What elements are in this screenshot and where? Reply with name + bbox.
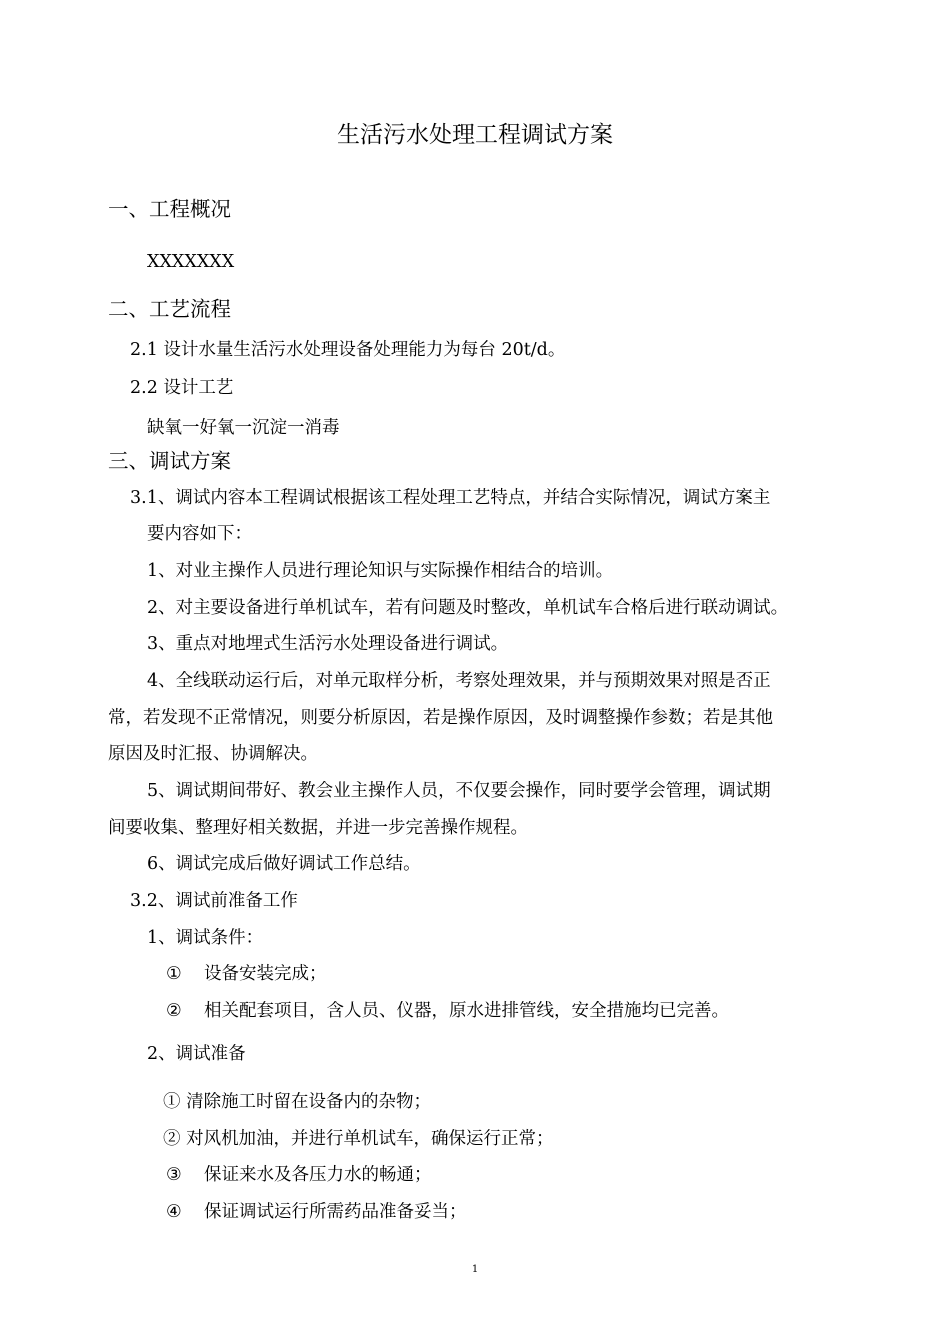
circled-number-2: ② [166, 1001, 182, 1021]
section-3-item-5-line-2: 间要收集、整理好相关数据，并进一步完善操作规程。 [108, 818, 528, 838]
section-3-item-6: 6、调试完成后做好调试工作总结。 [147, 854, 421, 874]
section-3-intro-line-2: 要内容如下： [147, 524, 252, 544]
condition-item-2-text: 相关配套项目，含人员、仪器，原水进排管线，安全措施均已完善。 [204, 1001, 729, 1021]
section-2-paragraph-3: 缺氧一好氧一沉淀一消毒 [147, 418, 340, 438]
section-3-item-4-line-1: 4、全线联动运行后，对单元取样分析，考察处理效果，并与预期效果对照是否正 [147, 671, 771, 691]
preparation-item-3-text: 保证来水及各压力水的畅通； [204, 1165, 432, 1185]
section-2-heading: 二、工艺流程 [108, 297, 231, 321]
section-2-paragraph-1: 2.1 设计水量生活污水处理设备处理能力为每台 20t/d。 [130, 340, 566, 360]
document-title: 生活污水处理工程调试方案 [337, 122, 613, 148]
preparation-item-4 [166, 1200, 467, 1224]
section-3-item-4-line-3: 原因及时汇报、协调解决。 [108, 744, 318, 764]
section-3-intro-line-1: 3.1、调试内容本工程调试根据该工程处理工艺特点，并结合实际情况，调试方案主 [130, 488, 771, 508]
preparation-heading: 2、调试准备 [147, 1044, 246, 1064]
section-3-item-4-line-2: 常，若发现不正常情况，则要分析原因，若是操作原因，及时调整操作参数；若是其他 [108, 708, 773, 728]
section-1-body: XXXXXXX [147, 252, 235, 272]
section-2-paragraph-2: 2.2 设计工艺 [130, 378, 234, 398]
preparation-item-2: ② 对风机加油，并进行单机试车，确保运行正常； [163, 1129, 554, 1149]
condition-item-1 [166, 962, 327, 986]
circled-number-1: ① [166, 964, 182, 984]
preparation-item-4-text: 保证调试运行所需药品准备妥当； [204, 1202, 467, 1222]
section-3-item-1: 1、对业主操作人员进行理论知识与实际操作相结合的培训。 [147, 561, 614, 581]
page-number: 1 [471, 1264, 479, 1275]
conditions-heading: 1、调试条件： [147, 928, 264, 948]
section-3-item-3: 3、重点对地埋式生活污水处理设备进行调试。 [147, 634, 509, 654]
preparation-item-3 [166, 1163, 432, 1187]
section-1-heading: 一、工程概况 [108, 197, 231, 221]
condition-item-2 [166, 999, 729, 1023]
section-3-item-2: 2、对主要设备进行单机试车，若有问题及时整改，单机试车合格后进行联动调试。 [147, 598, 789, 618]
preparation-item-1: ① 清除施工时留在设备内的杂物； [163, 1092, 432, 1112]
circled-number-4: ④ [166, 1202, 182, 1222]
condition-item-1-text: 设备安装完成； [204, 964, 327, 984]
circled-number-3: ③ [166, 1165, 182, 1185]
section-3-item-5-line-1: 5、调试期间带好、教会业主操作人员，不仅要会操作，同时要学会管理，调试期 [147, 781, 771, 801]
section-3-heading: 三、调试方案 [108, 449, 231, 473]
prep-work-heading: 3.2、调试前准备工作 [130, 891, 298, 911]
